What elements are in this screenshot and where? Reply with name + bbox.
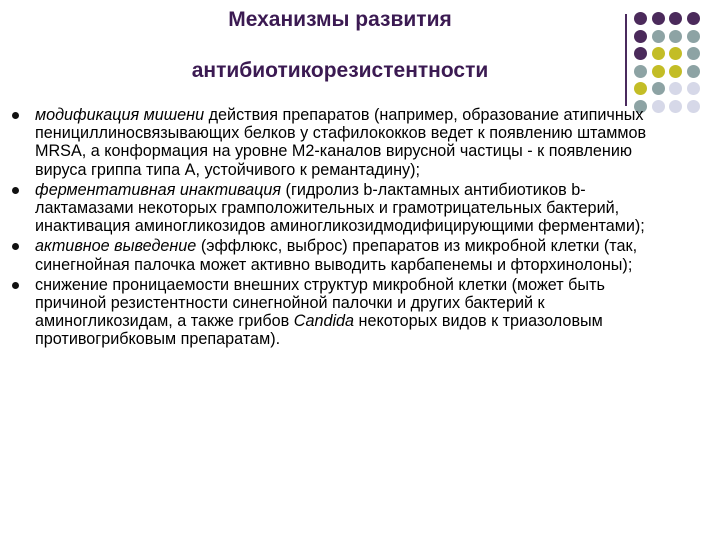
term-emphasis: модификация мишени [35,106,205,124]
item-text: действия препаратов (например, образование атипичных пенициллиносвязывающих белков у стафилококков ведет к появлению штаммов MRSA, а конформация на уровне M2-каналов вирусной частицы - к появлению вируса гриппа типа А, устойчивого к ремантадину); [35,106,647,179]
item-text: (гидролиз b-лактамных антибиотиков b-лактамазами некоторых грамположительных и грамотрицательных бактерий, инактивация аминогликозидов аминогликозидмодифицирующими ферментами); [35,180,645,236]
bullet-icon [12,243,19,250]
list-item [12,276,672,349]
decorative-dot [634,12,647,25]
decorative-dot [669,82,682,95]
decorative-dot [669,30,682,43]
term-emphasis: Candida [293,312,355,331]
decorative-dot [634,30,647,43]
decorative-dot [687,30,700,43]
term-emphasis: ферментативная инактивация [35,180,282,199]
decorative-dot [687,100,700,113]
bullet-icon [12,282,19,289]
bullet-list [12,106,672,351]
decorative-dot [634,82,647,95]
decorative-dot [652,30,665,43]
decorative-dot [687,65,700,78]
decorative-dot [634,65,647,78]
decorative-dot [634,47,647,60]
decorative-dot [669,47,682,60]
title-line-1: Механизмы развития [228,8,452,31]
bullet-icon [12,187,19,194]
decorative-dot [687,82,700,95]
decorative-dot [652,65,665,78]
list-item [12,181,672,236]
item-text: некоторых видов к триазоловым противогрибковым препаратам). [35,312,603,349]
decorative-dot [652,12,665,25]
decorative-dot [687,12,700,25]
item-text: (эффлюкс, выброс) препаратов из микробной клетки (так, синегнойная палочка может активно выводить карбапенемы и фторхинолоны); [35,237,638,274]
decorative-dot [669,65,682,78]
decorative-dot [652,82,665,95]
title-line-2: антибиотикорезистентности [191,59,489,82]
list-item [12,106,672,179]
decorative-dot [669,12,682,25]
list-item [12,237,672,273]
decorative-dot [687,47,700,60]
decorative-dot [652,47,665,60]
item-text: снижение проницаемости внешних структур микробной клетки (может быть причиной резистентности синегнойной палочки и других бактерий к аминогликозидам, а также грибов [35,275,605,331]
term-emphasis: активное выведение [35,237,197,256]
decorative-dot-grid [0,0,720,120]
bullet-icon [12,112,19,119]
